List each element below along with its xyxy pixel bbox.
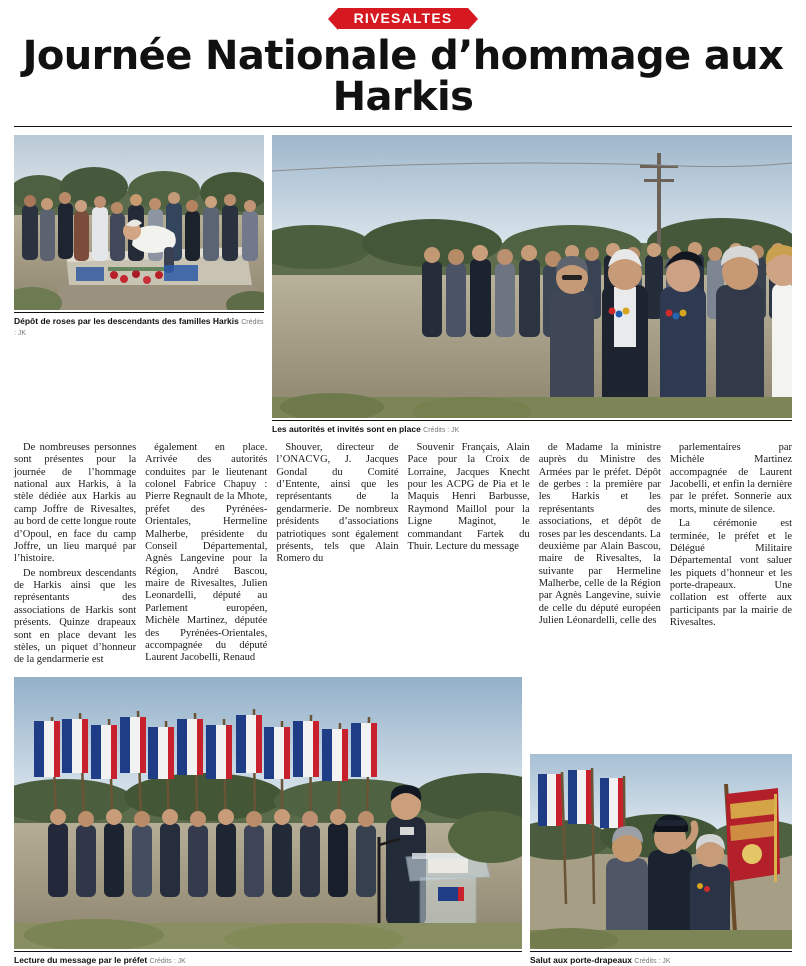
photo-officials-lineup <box>272 135 792 418</box>
caption-credit: Crédits : JK <box>634 957 671 965</box>
headline-rule <box>14 126 792 127</box>
photo-caption-top-right <box>272 420 792 435</box>
top-photo-row <box>14 135 792 435</box>
paragraph: De nombreux descendants de Harkis ainsi que les représentants des associations de Harkis sont présents. Quinze drapeaux sont en place devant les stèles, un piquet d’honneur de la gendarmerie est <box>14 567 137 666</box>
section-banner <box>14 0 792 30</box>
photo-officials-lineup-art <box>272 135 792 418</box>
article-column-1 <box>14 442 136 669</box>
caption-text: Lecture du message par le préfet <box>14 954 148 965</box>
photo-prefect-speech <box>14 677 522 949</box>
photo-block-bottom-right <box>530 677 792 966</box>
paragraph: parlementaires par Michèle Martinez accompagnée de Laurent Jacobelli, et enfin la dernière par le préfet. Sonnerie aux morts, minute de silence. <box>669 441 793 515</box>
article-column-2 <box>145 442 267 669</box>
paragraph: La cérémonie est terminée, le préfet et le Délégué Militaire Départemental vont saluer les piquets d’honneur et les porte-drapeaux. Une collation est offerte aux participants par la mairie de Rivesaltes. <box>669 518 793 629</box>
article-column-6 <box>670 442 792 669</box>
paragraph: Souvenir Français, Alain Pace pour la Croix de Lorraine, Jacques Knecht pour les ACPG de Pia et le Maquis Henri Barbusse, Raymond Maillol pour la Ligne Maginot, le commandant Fartek du Thuir. Lecture du message <box>407 441 530 552</box>
caption-credit: Crédits : JK <box>149 957 186 965</box>
article-column-3 <box>276 442 398 669</box>
kicker-label: RIVESALTES <box>338 8 469 29</box>
caption-text: Dépôt de roses par les descendants des familles Harkis <box>14 315 239 326</box>
bottom-photo-row <box>14 677 792 966</box>
caption-credit: Crédits : JK <box>14 318 264 337</box>
photo-block-bottom-left <box>14 677 522 966</box>
caption-credit: Crédits : JK <box>423 426 460 434</box>
photo-caption-top-left <box>14 312 264 339</box>
article-column-4 <box>408 442 530 669</box>
photo-flag-salute-art <box>530 754 792 949</box>
paragraph: De nombreuses personnes sont présentes pour la journée de l’hommage national aux Harkis, à la stèle dédiée aux Harkis au camp Joffre de Rivesaltes, au bord de cette longue route d’Opoul, en face du camp Joffre, un lieu marqué par l’histoire. <box>14 441 137 565</box>
paragraph: également en place. Arrivée des autorités conduites par le lieutenant colonel Fabrice Chapuy : Pierre Regnault de la Mhote, préfet des Pyrénées-Orientales, Hermeline Malherbe, présidente du Conseil Départemental, Agnès Langevine pour la Région, André Bascou, maire de Rivesaltes, Julien Leonardelli, député au Parlement européen, Michèle Martinez, députée des Pyrénées-Orientales, accompagnée du député Laurent Jacobelli, Renaud <box>145 441 268 664</box>
page-title: Journée Nationale d’hommage aux Harkis <box>22 33 784 120</box>
photo-block-top-right <box>272 135 792 435</box>
photo-deposit-roses-art <box>14 135 264 310</box>
photo-block-top-left <box>14 135 264 339</box>
photo-deposit-roses <box>14 135 264 310</box>
paragraph: de Madame la ministre auprès du Ministre des Armées par le préfet. Dépôt de gerbes : la première par les Harkis et les représentants des associations, et dépôt de roses par les descendants. La deuxième par Alain Bascou, maire de Rivesaltes, la suivante par Hermeline Malherbe, celle de la Région par Agnès Langevine, suivie de celle du député européen Julien Léonardelli, celle des <box>538 441 661 627</box>
photo-prefect-speech-art <box>14 677 522 949</box>
photo-caption-bottom-left <box>14 951 522 966</box>
caption-text: Les autorités et invités sont en place <box>272 423 421 434</box>
photo-caption-bottom-right <box>530 951 792 966</box>
paragraph: Shouver, directeur de l’ONACVG, J. Jacques Gondal du Comité d’Entente, ainsi que les représentants de la gendarmerie. De nombreux présidents d’associations patriotiques sont également présents, tels que Alain Romero du <box>276 441 399 565</box>
photo-flag-salute <box>530 754 792 949</box>
article-column-5 <box>539 442 661 669</box>
caption-text: Salut aux porte-drapeaux <box>530 954 633 965</box>
article-body <box>14 442 792 669</box>
